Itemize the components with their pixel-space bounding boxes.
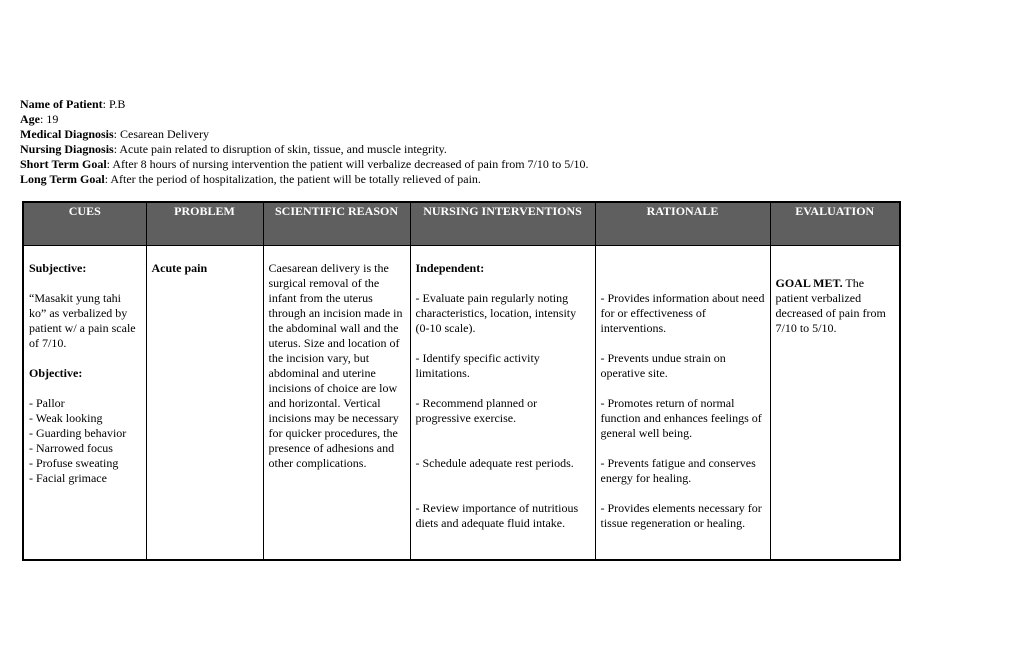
nursing-diagnosis-value: : Acute pain related to disruption of skin, tissue, and muscle integrity.	[113, 142, 447, 156]
long-term-goal-label: Long Term Goal	[20, 172, 105, 186]
header-scientific-reason: SCIENTIFIC REASON	[263, 202, 410, 246]
problem-text: Acute pain	[151, 261, 208, 275]
scientific-reason-cell	[263, 246, 410, 561]
medical-diagnosis-line	[20, 127, 920, 142]
objective-item: - Narrowed focus	[29, 441, 113, 455]
objective-item: - Guarding behavior	[29, 426, 127, 440]
patient-name-line	[20, 97, 920, 112]
subjective-text: “Masakit yung tahi ko” as verbalized by patient w/ a pain scale of 7/10.	[29, 291, 136, 350]
problem-cell	[146, 246, 263, 561]
scientific-reason-text: Caesarean delivery is the surgical removal of the infant from the uterus through an incision made in the abdominal wall and the uterus. Size and location of the incision vary, but abdominal and uterine incisions of choice are low and horizontal. Vertical incisions may be necessary for quicker procedures, the presence of adhesions and other complications.	[268, 261, 403, 470]
patient-age-value: : 19	[40, 112, 59, 126]
patient-age-label: Age	[20, 112, 40, 126]
subjective-label: Subjective:	[29, 261, 87, 275]
header-evaluation: EVALUATION	[770, 202, 900, 246]
header-problem: PROBLEM	[146, 202, 263, 246]
interventions-cell	[410, 246, 595, 561]
objective-label: Objective:	[29, 366, 83, 380]
table-row	[23, 246, 900, 561]
intervention-item: - Identify specific activity limitations.	[415, 351, 540, 380]
evaluation-label: GOAL MET.	[775, 276, 843, 290]
objective-item: - Weak looking	[29, 411, 103, 425]
short-term-goal-label: Short Term Goal	[20, 157, 107, 171]
intervention-item: - Evaluate pain regularly noting characteristics, location, intensity (0-10 scale).	[415, 291, 577, 335]
nursing-care-plan-table	[22, 201, 901, 561]
intervention-item: - Schedule adequate rest periods.	[415, 456, 574, 470]
objective-item: - Pallor	[29, 396, 65, 410]
cues-cell	[23, 246, 146, 561]
medical-diagnosis-value: : Cesarean Delivery	[113, 127, 209, 141]
intervention-item: - Recommend planned or progressive exercise.	[415, 396, 538, 425]
evaluation-body: The patient verbalized decreased of pain from 7/10 to 5/10.	[775, 276, 886, 335]
short-term-goal-value: : After 8 hours of nursing intervention the patient will verbalize decreased of pain from 7/10 to 5/10.	[106, 157, 589, 171]
rationale-cell	[595, 246, 770, 561]
rationale-item: - Provides information about need for or effectiveness of interventions.	[600, 291, 765, 335]
header-nursing-interventions: NURSING INTERVENTIONS	[410, 202, 595, 246]
patient-name-value: : P.B	[102, 97, 126, 111]
rationale-item: - Promotes return of normal function and enhances feelings of general well being.	[600, 396, 762, 440]
interventions-label: Independent:	[415, 261, 485, 275]
header-cues: CUES	[23, 202, 146, 246]
medical-diagnosis-label: Medical Diagnosis	[20, 127, 114, 141]
patient-info	[20, 97, 920, 187]
short-term-goal-line	[20, 157, 920, 172]
patient-age-line	[20, 112, 920, 127]
nursing-diagnosis-label: Nursing Diagnosis	[20, 142, 114, 156]
table-header-row	[23, 202, 900, 246]
objective-item: - Facial grimace	[29, 471, 107, 485]
rationale-item: - Prevents undue strain on operative site.	[600, 351, 726, 380]
nursing-diagnosis-line	[20, 142, 920, 157]
long-term-goal-value: : After the period of hospitalization, the patient will be totally relieved of pain.	[104, 172, 481, 186]
intervention-item: - Review importance of nutritious diets and adequate fluid intake.	[415, 501, 579, 530]
rationale-item: - Prevents fatigue and conserves energy for healing.	[600, 456, 756, 485]
rationale-item: - Provides elements necessary for tissue regeneration or healing.	[600, 501, 762, 530]
evaluation-cell	[770, 246, 900, 561]
header-rationale: RATIONALE	[595, 202, 770, 246]
evaluation-text	[776, 276, 895, 336]
patient-name-label: Name of Patient	[20, 97, 103, 111]
long-term-goal-line	[20, 172, 920, 187]
objective-item: - Profuse sweating	[29, 456, 119, 470]
